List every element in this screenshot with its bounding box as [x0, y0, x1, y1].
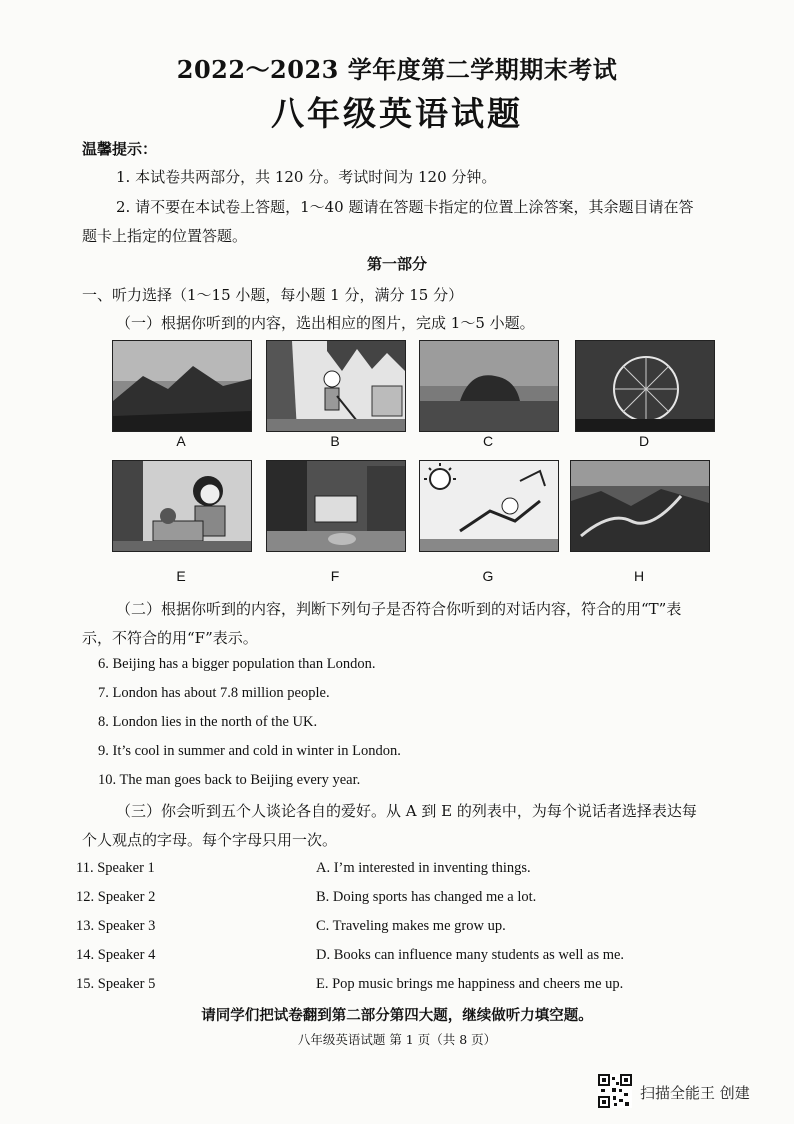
image-label: D: [638, 433, 650, 449]
mountain-landscape-icon: [112, 340, 252, 432]
turn-page-notice: 请同学们把试卷翻到第二部分第四大题，继续做听力填空题。: [201, 1007, 593, 1024]
rock-island-icon: [419, 340, 559, 432]
subsection-3-instruction-continued: 个人观点的字母。每个字母只用一次。: [82, 831, 338, 849]
speaker-item: 14. Speaker 4: [76, 947, 156, 963]
image-label: E: [176, 568, 186, 584]
qr-code-icon: [598, 1074, 632, 1108]
option-d: D. Books can influence many students as well as me.: [316, 947, 625, 963]
gardener-cartoon-icon: [266, 340, 406, 432]
option-b: B. Doing sports has changed me a lot.: [316, 889, 537, 905]
statement-10: 10. The man goes back to Beijing every year.: [98, 772, 361, 788]
great-wall-icon: [570, 460, 710, 552]
option-a: A. I’m interested in inventing things.: [316, 860, 531, 876]
yard-sale-icon: [266, 460, 406, 552]
subsection-2-instruction-continued: 示，不符合的用“F”表示。: [82, 629, 258, 647]
image-label: G: [482, 568, 494, 584]
tip-item-2-continued: 题卡上指定的位置答题。: [82, 227, 248, 245]
subsection-3-instruction: （三）你会听到五个人谈论各自的爱好。从 A 到 E 的列表中，为每个说话者选择表达每: [116, 802, 697, 820]
image-label: C: [482, 433, 494, 449]
image-label: B: [330, 433, 340, 449]
ferris-wheel-icon: [575, 340, 715, 432]
subsection-2-instruction: （二）根据你听到的内容，判断下列句子是否符合你听到的对话内容，符合的用“T”表: [116, 600, 682, 618]
statement-8: 8. London lies in the north of the UK.: [98, 714, 318, 730]
tips-heading: 温馨提示：: [82, 140, 158, 158]
section-heading: 一、听力选择（1～15 小题，每小题 1 分，满分 15 分）: [82, 286, 464, 304]
image-label: A: [176, 433, 186, 449]
statement-7: 7. London has about 7.8 million people.: [98, 685, 330, 701]
exam-title: 2022～2023 学年度第二学期期末考试: [176, 55, 618, 84]
tip-item-2: 2. 请不要在本试卷上答题，1～40 题请在答题卡指定的位置上涂答案，其余题目请在答: [116, 198, 694, 216]
part-title: 第一部分: [366, 255, 427, 273]
girl-with-plants-icon: [112, 460, 252, 552]
page-footer: 八年级英语试题 第 1 页（共 8 页）: [297, 1032, 497, 1047]
speaker-item: 13. Speaker 3: [76, 918, 156, 934]
option-c: C. Traveling makes me grow up.: [316, 918, 506, 934]
boy-fainting-sun-icon: [419, 460, 559, 552]
speaker-item: 15. Speaker 5: [76, 976, 156, 992]
image-label: H: [633, 568, 645, 584]
statement-6: 6. Beijing has a bigger population than London.: [98, 656, 376, 672]
speaker-item: 12. Speaker 2: [76, 889, 156, 905]
option-e: E. Pop music brings me happiness and cheers me up.: [316, 976, 624, 992]
subsection-1-instruction: （一）根据你听到的内容，选出相应的图片，完成 1～5 小题。: [116, 314, 535, 332]
statement-9: 9. It’s cool in summer and cold in winter in London.: [98, 743, 401, 759]
subject-title: 八年级英语试题: [271, 94, 523, 133]
tip-item-1: 1. 本试卷共两部分，共 120 分。考试时间为 120 分钟。: [116, 168, 497, 186]
scanner-watermark: 扫描全能王 创建: [640, 1084, 750, 1102]
speaker-item: 11. Speaker 1: [76, 860, 155, 876]
image-label: F: [330, 568, 340, 584]
